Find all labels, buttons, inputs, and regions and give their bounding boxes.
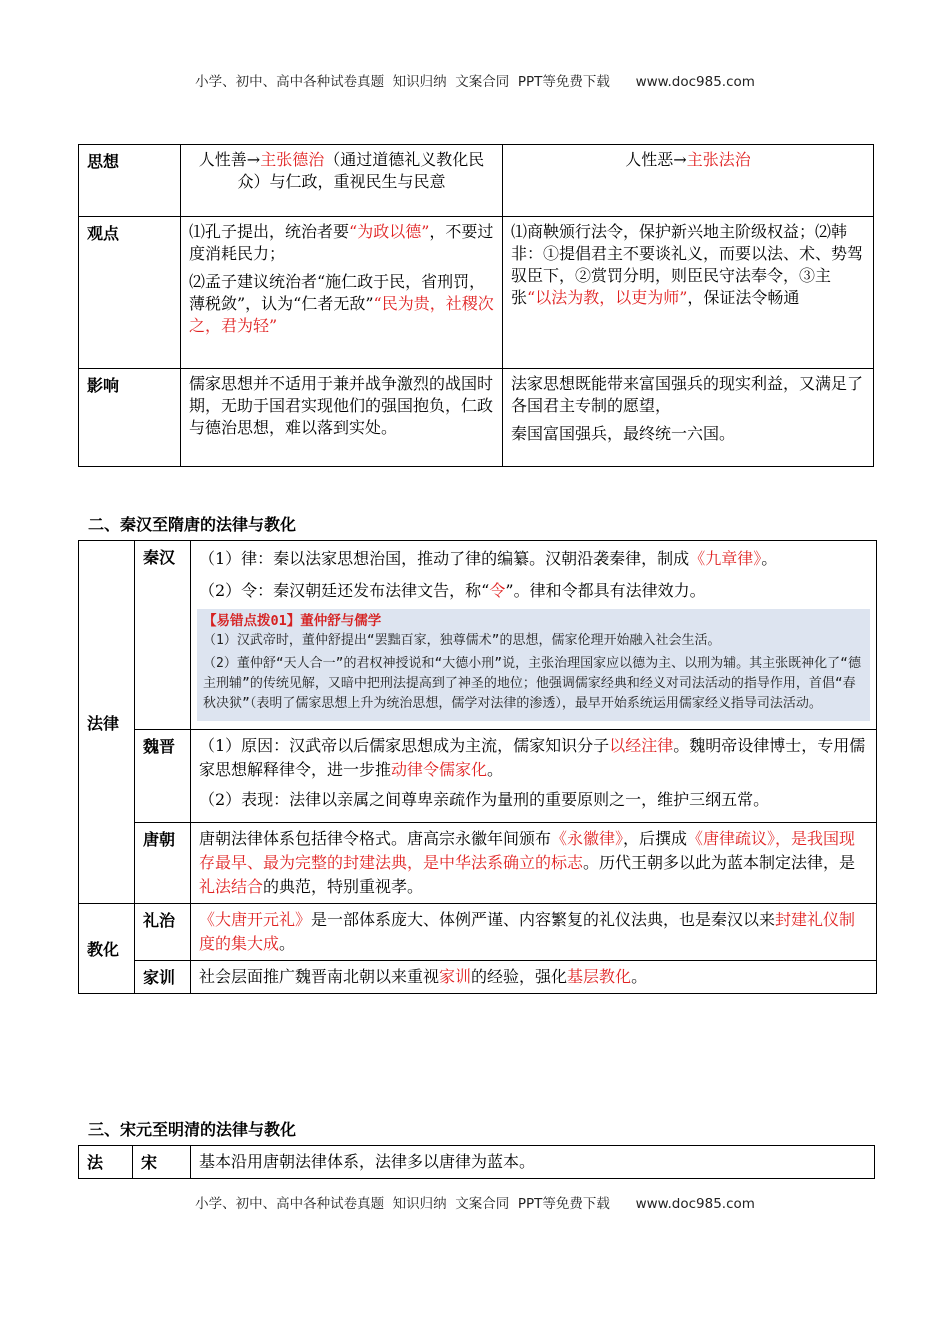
text-span: ，不要过度消耗民力； — [189, 222, 494, 263]
period-label-song: 宋 — [133, 1146, 191, 1179]
text-span: 人性恶→ — [625, 150, 687, 169]
paragraph — [199, 734, 868, 782]
highlight-text: 主张德治 — [260, 150, 325, 169]
period-label-lizhi: 礼治 — [135, 904, 191, 961]
table-row — [79, 217, 874, 369]
qinhan-cell — [191, 541, 877, 730]
highlight-text: 封建礼仪制度的集大成 — [199, 910, 856, 953]
legalist-thought-cell — [503, 145, 874, 217]
confucian-thought-cell — [181, 145, 503, 217]
highlight-text: 以经注律 — [609, 736, 674, 755]
text-span: 唐朝法律体系包括律令格式。唐高宗永徽年间颁布 — [199, 829, 552, 848]
text-span: （1）原因：汉武帝以后儒家思想成为主流，儒家知识分子 — [199, 736, 610, 755]
text-span: ”。律和令都具有法律效力。 — [505, 581, 706, 600]
paragraph — [199, 545, 868, 573]
text-span: 。 — [631, 967, 648, 986]
text-span: 。魏明帝设律博士，专用儒家思想解释律令，进一步推 — [199, 736, 866, 779]
text-span: ，后撰成 — [623, 829, 688, 848]
tang-cell — [191, 823, 877, 904]
text-span: 的典范，特别重视孝。 — [263, 877, 424, 896]
table-row — [79, 1146, 875, 1179]
row-label-impact: 影响 — [79, 369, 181, 467]
highlight-text: 令 — [489, 581, 506, 600]
thought-comparison-table — [78, 144, 874, 467]
group-label-law: 法律 — [79, 541, 135, 904]
callout-title: 【易错点拨01】董仲舒与儒学 — [203, 613, 382, 629]
period-label-jiaxun: 家训 — [135, 961, 191, 994]
highlight-text: 基层教化 — [567, 967, 632, 986]
text-span: 。 — [761, 549, 778, 568]
text-span: （1）律：秦以法家思想治国，推动了律的编纂。汉朝沿袭秦律，制成 — [199, 549, 690, 568]
text-span: ⑴商鞅颁行法令，保护新兴地主阶级权益；⑵韩非：①提倡君主不要谈礼义，而要以法、术、势驾驭臣下，②赏罚分明，则臣民守法奉令，③主张 — [511, 222, 864, 307]
paragraph — [189, 271, 494, 337]
paragraph — [189, 221, 494, 265]
callout-paragraph: （1）汉武帝时，董仲舒提出“罢黜百家，独尊儒术”的思想，儒家伦理开始融入社会生活。 — [203, 633, 721, 648]
weijin-cell — [191, 730, 877, 823]
highlight-text: 《九章律》 — [689, 549, 762, 568]
period-label-qinhan: 秦汉 — [135, 541, 191, 730]
text-span: ⑴孔子提出，统治者要 — [189, 222, 350, 241]
legalist-impact-cell — [503, 369, 874, 467]
highlight-text: “为政以德” — [349, 222, 430, 241]
table-row — [79, 145, 874, 217]
text-span: ⑵孟子建议统治者“施仁政于民，省刑罚，薄税敛”，认为“仁者无敌” — [189, 272, 486, 313]
table-row — [79, 961, 877, 994]
law-education-table — [78, 540, 877, 994]
lizhi-cell — [191, 904, 877, 961]
text-span: （通过道德礼义教化民众）与仁政，重视民生与民意 — [237, 150, 485, 191]
highlight-text: 《永徽律》 — [551, 829, 624, 848]
text-span: 的经验，强化 — [471, 967, 568, 986]
tip-callout-box — [197, 609, 870, 721]
highlight-text: 主张法治 — [686, 150, 751, 169]
highlight-text: “以法为教，以吏为师” — [527, 288, 688, 307]
highlight-text: 动律令儒家化 — [391, 760, 488, 779]
highlight-text: “民为贵，社稷次之，君为轻” — [189, 294, 494, 335]
table-row — [79, 369, 874, 467]
table-row — [79, 541, 877, 730]
paragraph: 秦国富国强兵，最终统一六国。 — [511, 424, 736, 443]
page-footer: 小学、初中、高中各种试卷真题 知识归纳 文案合同 PPT等免费下载 www.doc985.com — [195, 1196, 755, 1212]
callout-paragraph: （2）董仲舒“天人合一”的君权神授说和“大德小刑”说，主张治理国家应以德为主、以刑为辅。其主张既神化了“德主刑辅”的传统见解，又暗中把刑法提高到了神圣的地位；他强调儒家经典和经义对司法活动的指导作用，首倡“春秋决狱”（表明了儒家思想上升为统治思想，儒学对法律的渗透），最早开始系统运用儒家经义指导司法活动。 — [203, 656, 861, 711]
text-span: 人性善→ — [198, 150, 261, 169]
legalist-view-cell — [503, 217, 874, 369]
jiaxun-cell — [191, 961, 877, 994]
period-label-tang: 唐朝 — [135, 823, 191, 904]
text-span: ，保证法令畅通 — [687, 288, 800, 307]
paragraph — [199, 577, 868, 605]
confucian-impact-cell: 儒家思想并不适用于兼并战争激烈的战国时期，无助于国君实现他们的强国抱负，仁政与德治思想，难以落到实处。 — [181, 369, 503, 467]
period-label-weijin: 魏晋 — [135, 730, 191, 823]
highlight-text: 家训 — [439, 967, 472, 986]
highlight-text: 《唐律疏议》，是我国现存最早、最为完整的封建法典，是中华法系确立的标志 — [199, 829, 856, 872]
highlight-text: 《大唐开元礼》 — [199, 910, 312, 929]
table-row — [79, 730, 877, 823]
row-label-view: 观点 — [79, 217, 181, 369]
text-span: （2）令：秦汉朝廷还发布法律文告，称“ — [199, 581, 490, 600]
table-row — [79, 904, 877, 961]
paragraph: 法家思想既能带来富国强兵的现实利益，又满足了各国君主专制的愿望， — [511, 374, 864, 415]
text-span: 。 — [279, 934, 296, 953]
text-span: 。历代王朝多以此为蓝本制定法律，是 — [583, 853, 856, 872]
group-label-law: 法 — [79, 1146, 133, 1179]
table-row — [79, 823, 877, 904]
paragraph: （2）表现：法律以亲属之间尊卑亲疏作为量刑的重要原则之一，维护三纲五常。 — [199, 790, 770, 809]
text-span: 是一部体系庞大、体例严谨、内容繁复的礼仪法典，也是秦汉以来 — [311, 910, 776, 929]
highlight-text: 礼法结合 — [199, 877, 264, 896]
page-header: 小学、初中、高中各种试卷真题 知识归纳 文案合同 PPT等免费下载 www.doc985.com — [195, 74, 755, 90]
text-span: 。 — [487, 760, 504, 779]
confucian-view-cell — [181, 217, 503, 369]
group-label-education: 教化 — [79, 904, 135, 994]
row-label-thought: 思想 — [79, 145, 181, 217]
song-cell: 基本沿用唐朝法律体系，法律多以唐律为蓝本。 — [191, 1146, 875, 1179]
section-title: 三、宋元至明清的法律与教化 — [88, 1120, 297, 1139]
section-title: 二、秦汉至隋唐的法律与教化 — [88, 515, 297, 534]
song-yuan-ming-qing-table — [78, 1145, 875, 1179]
text-span: 社会层面推广魏晋南北朝以来重视 — [199, 967, 440, 986]
